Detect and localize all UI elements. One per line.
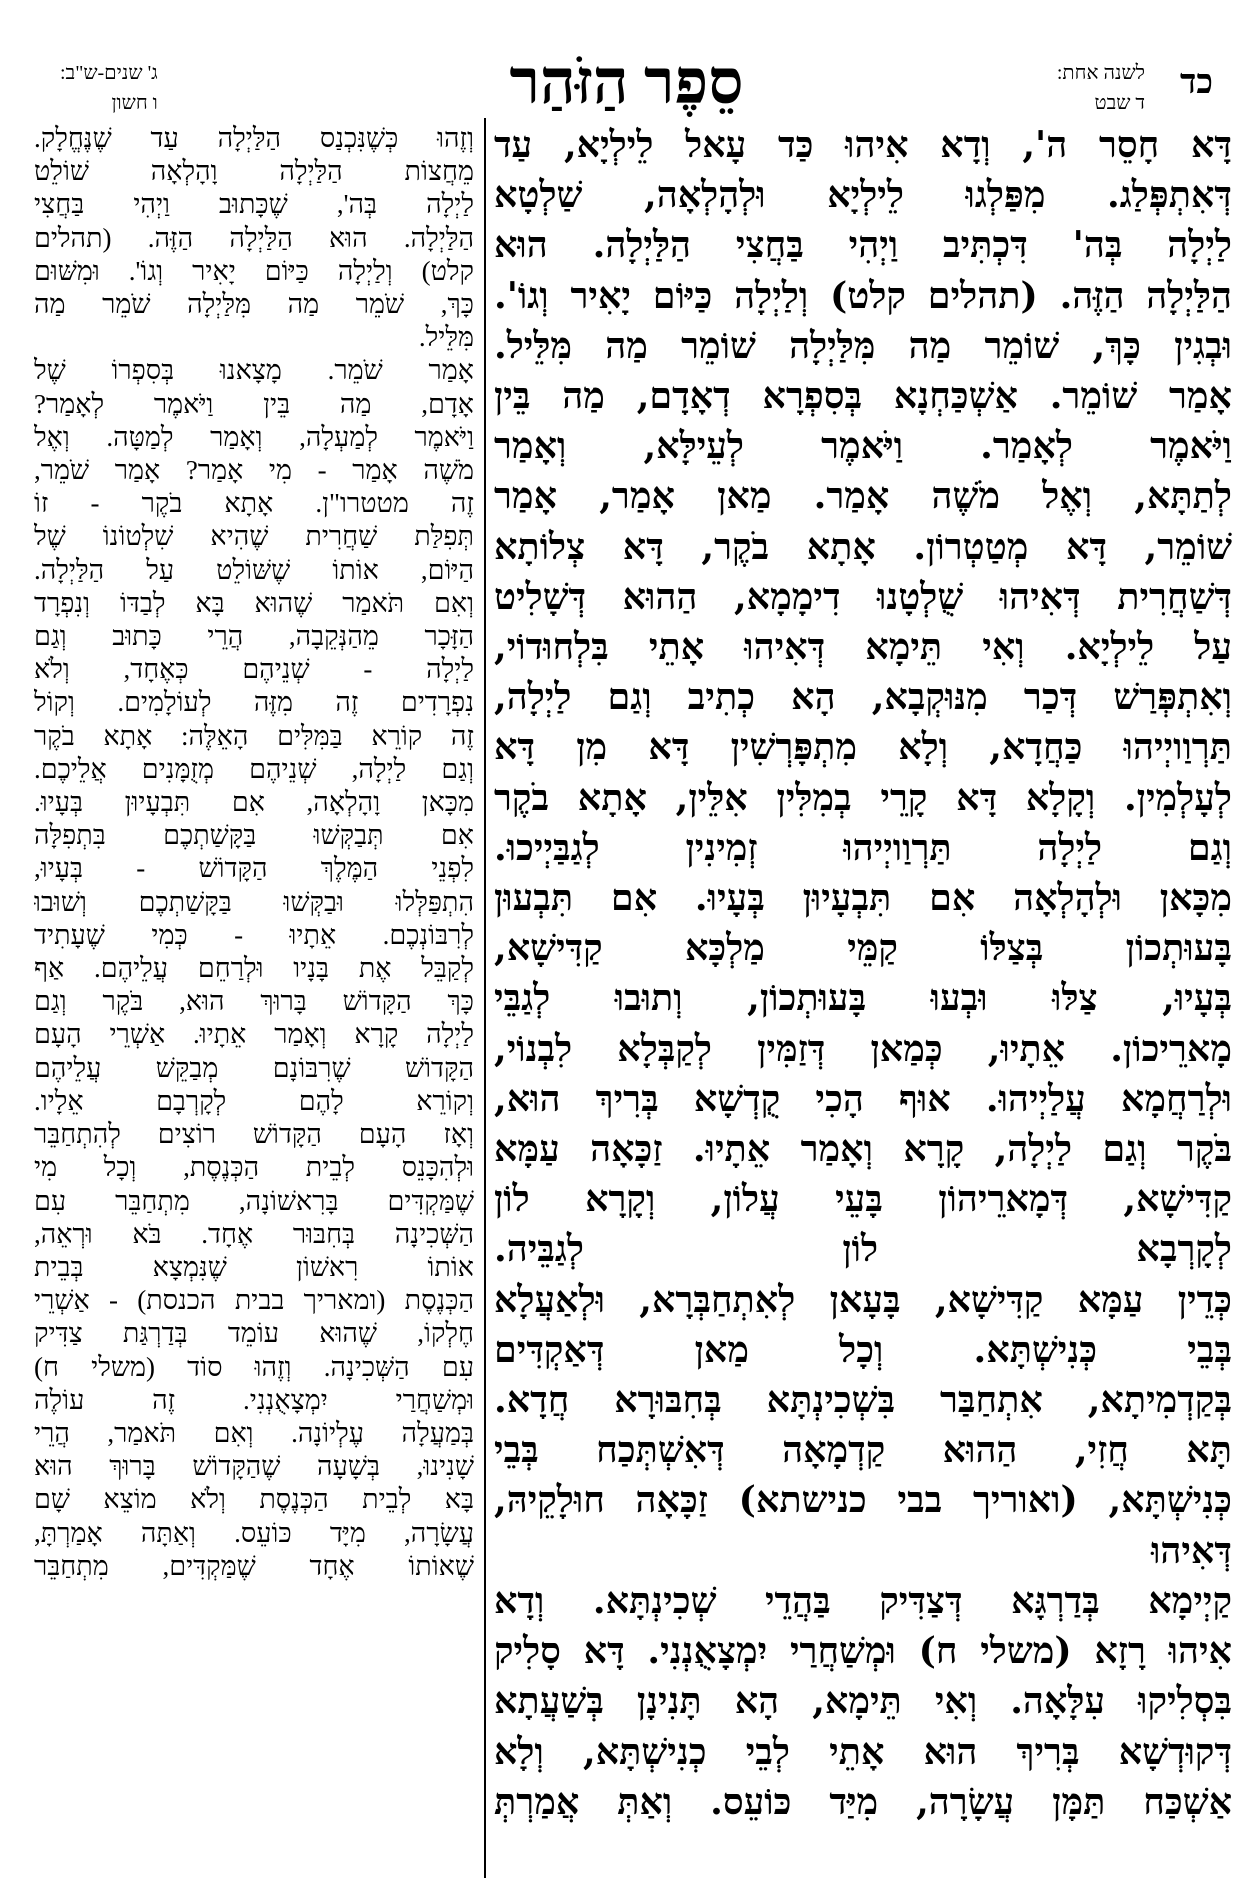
study-schedule-three-year (60, 58, 158, 118)
text-line: הַשְּׁכִינָה בְּחִבּוּר אֶחָד. בֹּא וּרְאֵה, (34, 1218, 474, 1249)
text-line: כָּךְ הַקָּדוֹשׁ בָּרוּךְ הוּא, בֹּקֶר וְגַם (34, 986, 474, 1017)
text-line: לְקַבֵּל אֶת בָּנָיו וּלְרַחֵם עֲלֵיהֶם. אַף (34, 953, 474, 984)
text-line: הַקָּדוֹשׁ שֶׁרִבּוֹנָם מְבַקֵּשׁ עֲלֵיהֶם (34, 1052, 474, 1083)
text-line: עִם הַשְּׁכִינָה. וְזֶהוּ סוֹד (משלי ח) (34, 1351, 474, 1382)
text-line: זֶה מטטרו"ן. אָתָא בֹקֶר - זוֹ (34, 488, 474, 519)
page-number: כד (1180, 62, 1213, 102)
schedule-date: ו חשון (111, 92, 158, 114)
text-line: אָמַר שֹׁמֵר. מָצָאנוּ בְּסִפְרוֹ שֶׁל (34, 355, 474, 386)
text-line: לְקָרְבָא לוֹן לְגַבֵּיה. (494, 1227, 1232, 1271)
text-line: כָּךְ, שֹׁמֵר מַה מִּלַּיְלָה שֹׁמֵר מַה (34, 289, 474, 320)
text-line: אַשְׁכַּח תַּמָּן עֲשָׂרָה, מִיַּד כּוֹעֵס. וְאַתְּ אֲמַרְתְּ (494, 1779, 1232, 1823)
column-divider (484, 118, 486, 1878)
hebrew-translation-column (34, 122, 474, 1878)
text-line: דְּאִתְפְּלַג. מִפַּלְגוּ לֵילְיָא וּלְהָלְאָה, שַׁלְטָא (494, 173, 1232, 217)
text-line: וּבְגִין כָּךְ, שׁוֹמֵר מַה מִּלַּיְלָה שׁוֹמֵר מַה מִּלֵּיל. (494, 323, 1232, 367)
text-line: שֶׁמַּקְדִּים בָּרִאשׁוֹנָה, מִתְחַבֵּר עִם (34, 1185, 474, 1216)
page-header (30, 18, 1223, 118)
text-line: לַיְלָה בְּה', שֶׁכָּתוּב וַיְהִי בַּחֲצִי (34, 189, 474, 220)
text-line: הַלַּיְלָה. הוּא הַלַּיְלָה הַזֶּה. (תהלים (34, 222, 474, 253)
text-line: קלט) וְלַיְלָה כַּיּוֹם יָאִיר וְגוֹ'. וּמִשּׁוּם (34, 255, 474, 286)
text-line: מֹשֶׁה אָמַר - מִי אָמַר? אָמַר שֹׁמֵר, (34, 455, 474, 486)
text-line: תְּפִלַּת שַׁחֲרִית שֶׁהִיא שִׁלְטוֹנוֹ שֶׁל (34, 521, 474, 552)
text-line: וְגַם לַיְלָה, שְׁנֵיהֶם מְזֻמָּנִים אֲלֵיכֶם. (34, 753, 474, 784)
text-line: הִתְפַּלְּלוּ וּבַקְּשׁוּ בַּקָּשַׁתְכֶם וְשׁוּבוּ (34, 886, 474, 917)
text-line: אוֹתוֹ רִאשׁוֹן שֶׁנִּמְצָא בְּבֵית (34, 1251, 474, 1282)
aramaic-column (494, 120, 1232, 1880)
text-line: בָּעוּתְכוֹן בְּצַלּוֹ קַמֵּי מַלְכָּא קַדִּישָׁא, (494, 926, 1232, 970)
text-line: קַדִּישָׁא, דְּמָארֵיהוֹן בָּעֵי עֲלוֹן, וְקָרָא לוֹן (494, 1177, 1232, 1221)
schedule-label: ג' שנים-ש"ב: (60, 62, 158, 84)
text-line: מָארֵיכוֹן. אֵתָיוּ, כְּמַאן דְּזַמִּין לְקַבְּלָא לִבְנוֹי, (494, 1026, 1232, 1070)
text-line: הַיּוֹם, אוֹתוֹ שֶׁשּׁוֹלֵט עַל הַלַּיְלָה. (34, 554, 474, 585)
book-title: סֵפֶר הַזֹּהַר (509, 49, 744, 117)
text-line: בָּא לְבֵית הַכְּנֶסֶת וְלֹא מוֹצֵא שָׁם (34, 1484, 474, 1515)
text-line: בְּקַדְמִיתָא, אִתְחַבַּר בִּשְׁכִינְתָּא בְּחִבּוּרָא חֲדָא. (494, 1378, 1232, 1422)
text-line: אִם תְּבַקְּשׁוּ בַּקָּשַׁתְכֶם בִּתְפִלָּה (34, 820, 474, 851)
text-line: שֶׁאוֹתוֹ אֶחָד שֶׁמַּקְדִּים, מִתְחַבֵּר (34, 1550, 474, 1581)
text-line: בִּסְלִיקוּ עִלָּאָה. וְאִי תֵּימָא, הָא תָּנִינָן בְּשַׁעֲתָא (494, 1679, 1232, 1723)
text-line: וְאִם תֹּאמַר שֶׁהוּא בָּא לְבַדּוֹ וְנִפְרָד (34, 587, 474, 618)
schedule-label: לשנה אחת: (1056, 62, 1145, 84)
text-line: אָמַר שׁוֹמֵר. אַשְׁכַּחְנָא בְּסִפְרָא דְאָדָם, מַה בֵּין (494, 374, 1232, 418)
text-line: אָדָם, מַה בֵּין וַיֹּאמֶר לְאָמַר? (34, 388, 474, 419)
text-line: לַיְלָה בְּה' דִּכְתִּיב וַיְהִי בַּחֲצִי הַלַּיְלָה. הוּא (494, 223, 1232, 267)
text-line: שׁוֹמֵר, דָּא מְטַטְרוֹן. אָתָא בֹקֶר, דָּא צְלוֹתָא (494, 524, 1232, 568)
text-line: וְאִתְפְּרַשׁ דְּכַר מִנּוּקְבָא, הָא כְתִיב וְגַם לַיְלָה, (494, 675, 1232, 719)
text-line: מֵחֲצוֹת הַלַּיְלָה וָהָלְאָה שׁוֹלֵט (34, 156, 474, 187)
text-line: בְּמַעֲלָה עֶלְיוֹנָה. וְאִם תֹּאמַר, הֲרֵי (34, 1417, 474, 1448)
text-line: עַל לֵילְיָא. וְאִי תֵּימָא דְּאִיהוּ אָתֵי בִּלְחוּדוֹי, (494, 625, 1232, 669)
text-line: נִפְרָדִים זֶה מִזֶּה לְעוֹלָמִים. וְקוֹל (34, 687, 474, 718)
text-line: וַיֹּאמֶר לְמַעְלָה, וְאָמַר לְמַטָּה. וְאֶל (34, 421, 474, 452)
text-line: שָׁנִינוּ, בְּשָׁעָה שֶׁהַקָּדוֹשׁ בָּרוּךְ הוּא (34, 1451, 474, 1482)
schedule-date: ד שבט (1094, 92, 1145, 114)
text-line: דְּקוּדְשָׁא בְּרִיךְ הוּא אָתֵי לְבֵי כְנִישְׁתָּא, וְלָא (494, 1729, 1232, 1773)
text-line: לִפְנֵי הַמֶּלֶךְ הַקָּדוֹשׁ - בְּעָיוּ, (34, 853, 474, 884)
text-line: לַיְלָה - שְׁנֵיהֶם כְּאֶחָד, וְלֹא (34, 654, 474, 685)
text-line: כְּדֵין עַמָּא קַדִּישָׁא, בָּעָאן לְאִתְחַבְּרָא, וּלְאַעֲלָא (494, 1277, 1232, 1321)
text-line: חֶלְקוֹ, שֶׁהוּא עוֹמֵד בְּדַרְגַּת צַדִּיק (34, 1318, 474, 1349)
text-line: מִכָּאן וָהָלְאָה, אִם תִּבְעָיוּן בְּעָיוּ. (34, 787, 474, 818)
text-line: בֹּקֶר וְגַם לַיְלָה, קָרָא וְאָמַר אֵתָיוּ. זַכָּאָה עַמָּא (494, 1127, 1232, 1171)
text-line: דְּשַׁחֲרִית דְּאִיהוּ שֻׁלְטָנוּ דִימָמָא, הַהוּא דְּשָׁלִיט (494, 574, 1232, 618)
text-line: לְתַתָּא, וְאֶל מֹשֶׁה אָמַר. מַאן אָמַר, אָמַר (494, 474, 1232, 518)
text-line: לְעָלְמִין. וְקָלָא דָּא קָרֵי בְמִלִּין אִלֵּין, אָתָא בֹקֶר (494, 775, 1232, 819)
text-line: קַיְימָא בְּדַרְגָּא דְּצַדִּיק בַּהֲדֵי שְׁכִינְתָּא. וְדָא (494, 1578, 1232, 1622)
text-line: וְאָז הָעָם הַקָּדוֹשׁ רוֹצִים לְהִתְחַבֵּר (34, 1119, 474, 1150)
text-line: זֶה קוֹרֵא בַּמִּלִּים הָאֵלֶּה: אָתָא בֹקֶר (34, 720, 474, 751)
text-line: מִכָּאן וּלְהָלְאָה אִם תִּבְעָיוּן בְּעָיוּ. אִם תִּבְעוּן (494, 876, 1232, 920)
text-line: לַיְלָה קָרָא וְאָמַר אֵתָיוּ. אַשְׁרֵי הָעָם (34, 1019, 474, 1050)
text-line: וּלְהִכָּנֵס לְבֵית הַכְּנֶסֶת, וְכָל מִי (34, 1152, 474, 1183)
text-line: עֲשָׂרָה, מִיָּד כּוֹעֵס. וְאַתָּה אָמַרְתָּ, (34, 1517, 474, 1548)
text-line: וְגַם לַיְלָה תַּרְוַויְיהוּ זְמִינִין לְגַבַּיְיכוּ. (494, 825, 1232, 869)
text-line: דָּא חָסֵר ה', וְדָא אִיהוּ כַּד עָאל לֵילְיָא, עַד (494, 123, 1232, 166)
text-line: הַכְּנֶסֶת (ומאריך בבית הכנסת) - אַשְׁרֵי (34, 1285, 474, 1316)
text-line: לְרִבּוֹנְכֶם. אֵתָיוּ - כְּמִי שֶׁעָתִיד (34, 919, 474, 950)
text-line: תַּרְוַויְיהוּ כַּחֲדָא, וְלָא מִתְפָּרְשִׁין דָּא מִן דָּא (494, 725, 1232, 769)
text-line: וְקוֹרֵא לָהֶם לְקָרְבָם אֵלָיו. (34, 1085, 474, 1116)
text-line: בְּעָיוּ, צַלּוּ וּבְעוּ בָּעוּתְכוֹן, וְתוּבוּ לְגַבֵּי (494, 976, 1232, 1020)
text-line: וּמְשַׁחֲרַי יִמְצָאֻנְנִי. זֶה עוֹלֶה (34, 1384, 474, 1415)
text-line: כְּנִישְׁתָּא, (ואוריך בבי כנישתא) זַכָּאָה חוּלָקֵיהּ, דְּאִיהוּ (494, 1478, 1232, 1572)
text-line: וַיֹּאמֶר לְאָמַר. וַיֹּאמֶר לְעֵילָּא, וְאָמַר (494, 424, 1232, 468)
text-line: הַזָּכָר מֵהַנְּקֵבָה, הֲרֵי כָּתוּב וְגַם (34, 621, 474, 652)
text-line: וְזֶהוּ כְּשֶׁנִּכְנַס הַלַּיְלָה עַד שֶׁנֶּחֱלָק. (34, 123, 474, 153)
text-line: וּלְרַחֲמָא עֲלַיְיהוּ. אוּף הָכִי קֻדְשָׁא בְּרִיךְ הוּא, (494, 1076, 1232, 1120)
text-line: תָּא חֲזִי, הַהוּא קַדְמָאָה דְּאִשְׁתְּכַח בְּבֵי (494, 1428, 1232, 1472)
text-line: מִּלֵּיל. (418, 322, 474, 353)
text-line: אִיהוּ רָזָא (משלי ח) וּמְשַׁחֲרַי יִמְצָאֻנְנִי. דָּא סָלִיק (494, 1629, 1232, 1673)
text-line: בְּבֵי כְּנִישְׁתָּא. וְכָל מַאן דְּאַקְדִּים (494, 1327, 1232, 1371)
text-line: הַלַּיְלָה הַזֶּה. (תהלים קלט) וְלַיְלָה כַּיּוֹם יָאִיר וְגוֹ'. (494, 273, 1232, 317)
